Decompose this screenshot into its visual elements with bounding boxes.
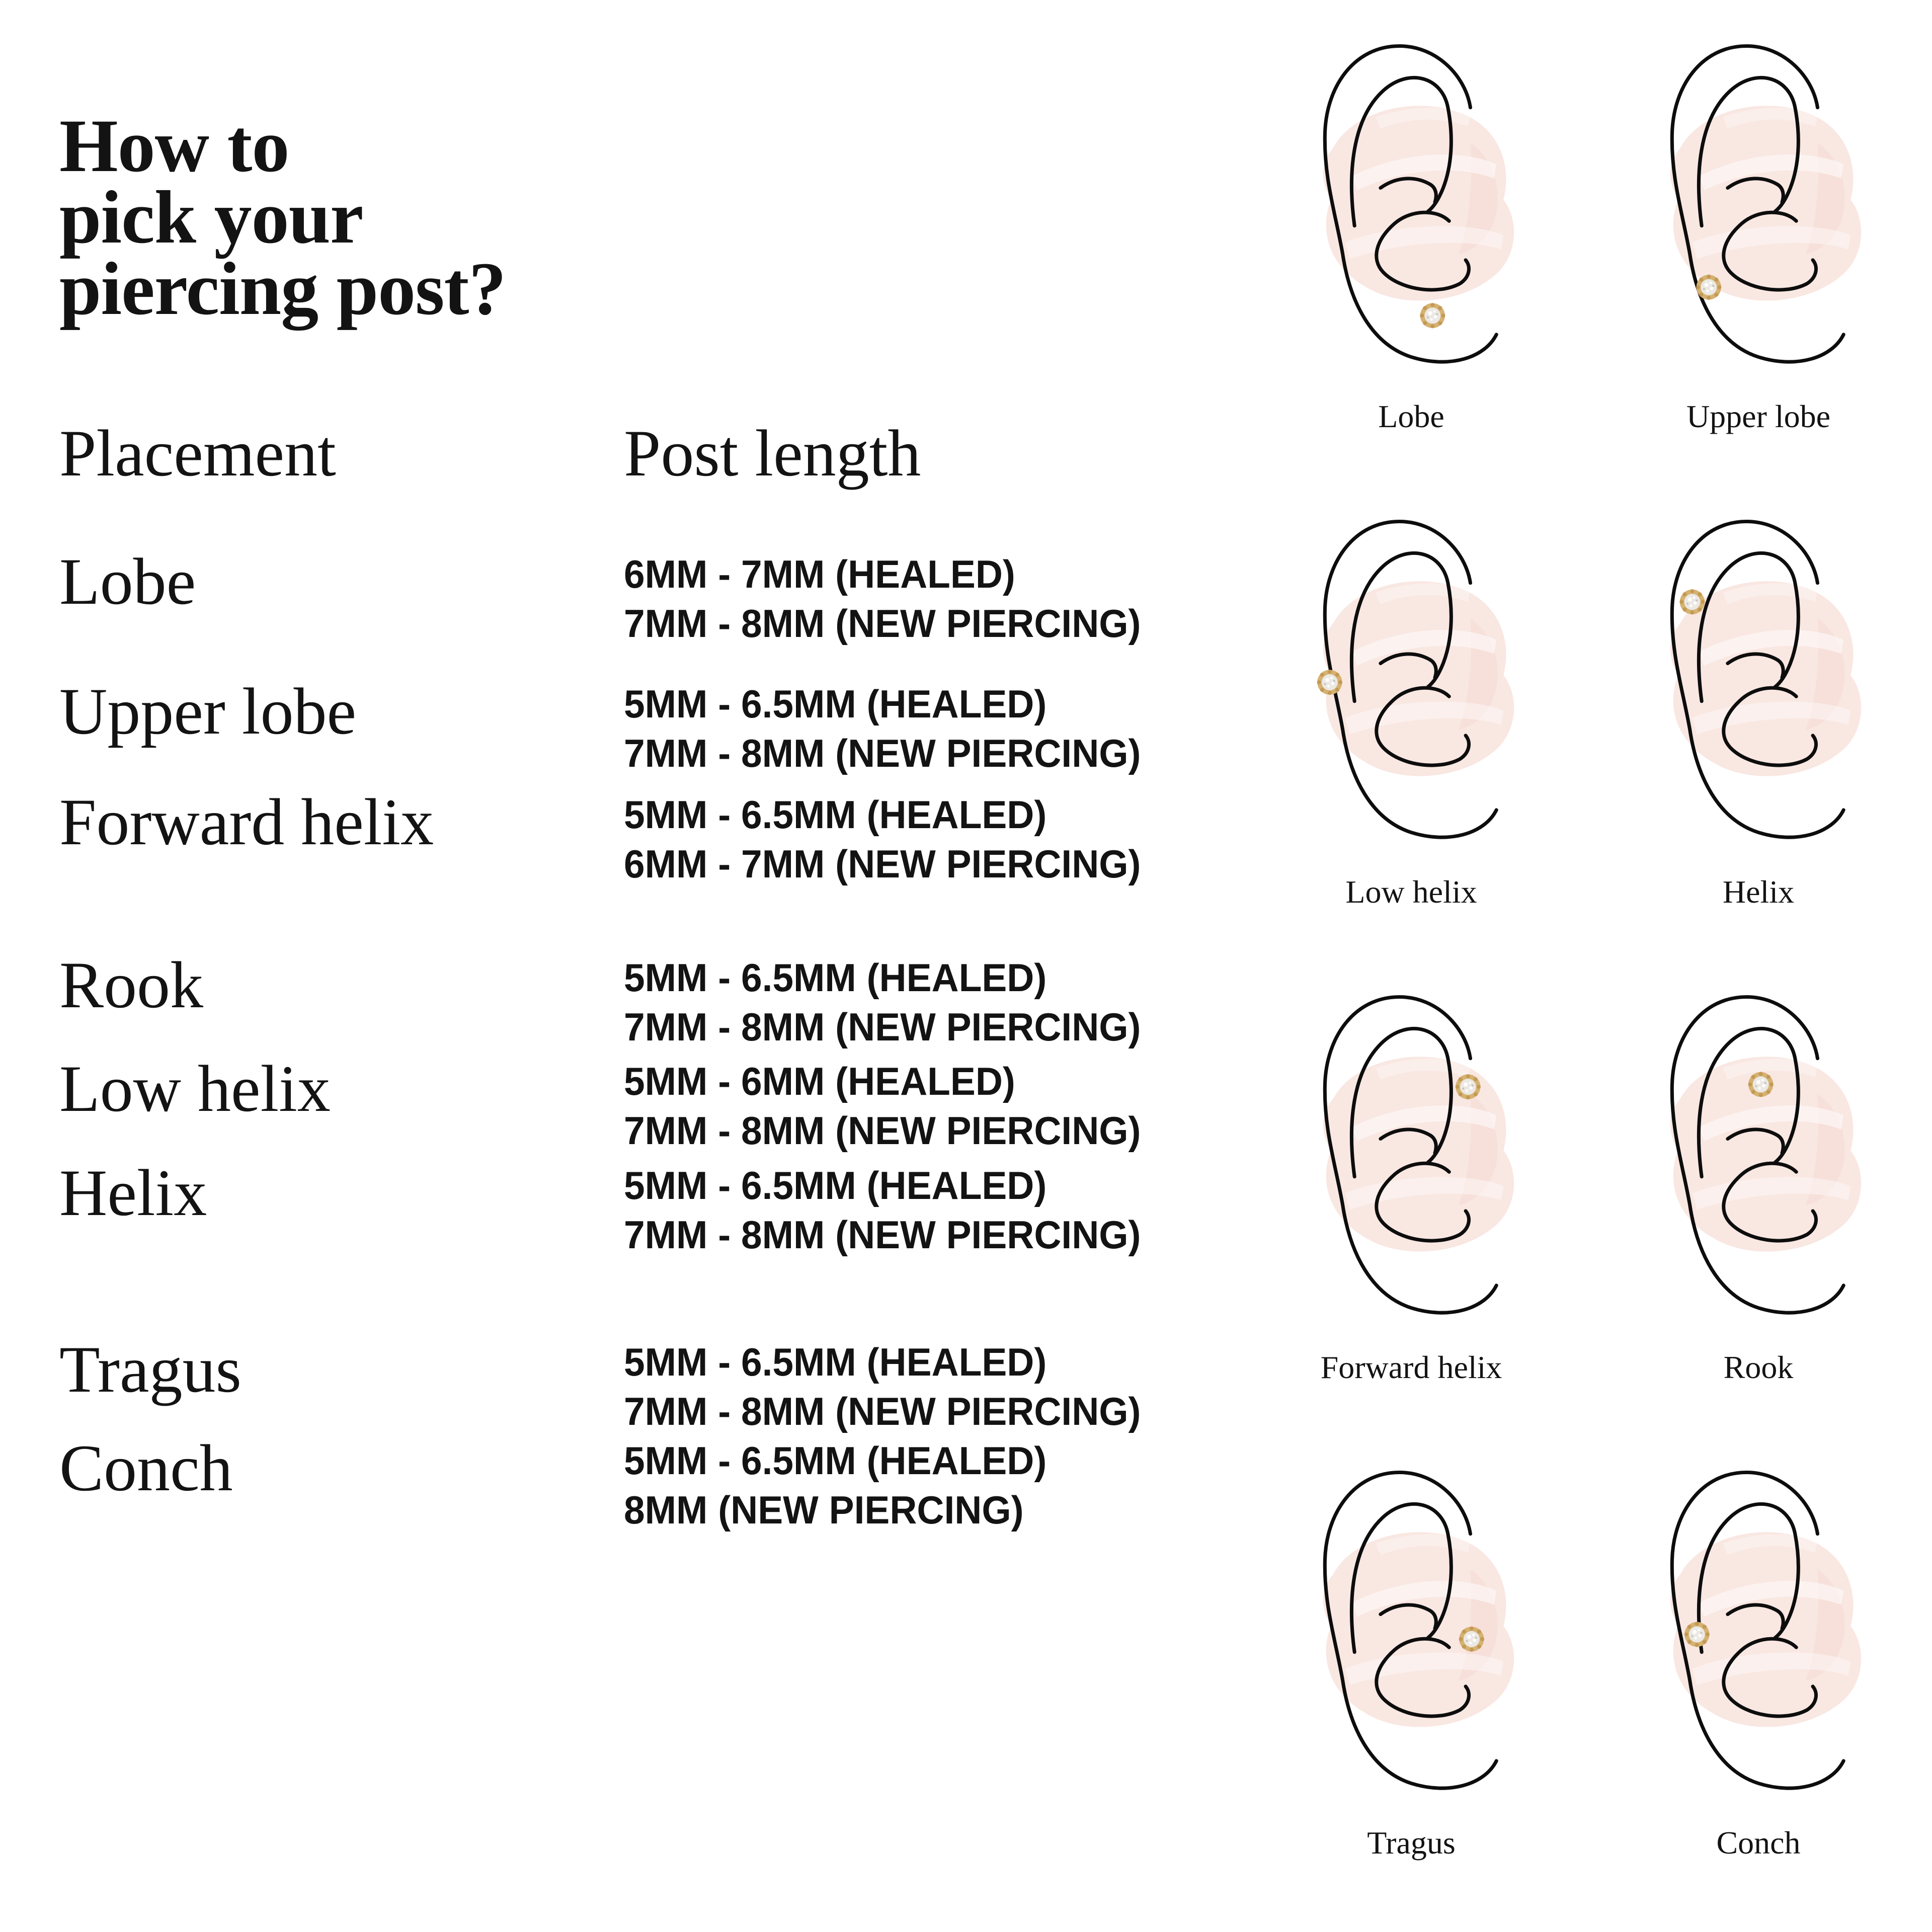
placement-column-header: Placement — [59, 416, 336, 490]
page-title-line: How to — [59, 104, 289, 188]
page-title-line: pick your — [59, 175, 363, 259]
ear-illustration — [1293, 1461, 1530, 1815]
ear-diagram — [1238, 971, 1585, 1446]
ear-label: Conch — [1716, 1825, 1801, 1861]
ear-label: Lobe — [1378, 398, 1444, 434]
post-length-values — [624, 549, 1141, 648]
page-title-line: piercing post? — [59, 247, 506, 331]
post-length-healed: 6MM - 7MM (HEALED) — [624, 552, 1015, 596]
ear-diagram — [1585, 20, 1932, 496]
earring-stud-icon — [1684, 1622, 1710, 1647]
ear-diagram — [1238, 496, 1585, 971]
ear-illustration — [1640, 34, 1877, 389]
post-length-new-piercing: 7MM - 8MM (NEW PIERCING) — [624, 1213, 1141, 1257]
post-length-healed: 5MM - 6.5MM (HEALED) — [624, 1438, 1047, 1483]
earring-stud-icon — [1456, 1074, 1481, 1099]
placement-label: Upper lobe — [59, 674, 357, 748]
ear-diagram — [1585, 971, 1932, 1446]
post-length-new-piercing: 7MM - 8MM (NEW PIERCING) — [624, 601, 1141, 646]
earring-stud-icon — [1696, 275, 1721, 300]
placement-label: Lobe — [59, 544, 196, 618]
post-length-values — [624, 1057, 1141, 1155]
post-length-values — [624, 953, 1141, 1052]
earring-stud-icon — [1459, 1627, 1484, 1652]
ear-diagram — [1238, 1446, 1585, 1922]
post-length-values — [624, 1436, 1046, 1535]
ear-label: Helix — [1722, 874, 1795, 910]
ear-illustration — [1640, 1461, 1877, 1815]
ear-diagram-grid — [1238, 20, 1932, 1922]
ear-illustration — [1640, 510, 1877, 864]
placement-label: Low helix — [59, 1052, 331, 1125]
post-length-healed: 5MM - 6.5MM (HEALED) — [624, 1163, 1047, 1208]
ear-illustration — [1640, 985, 1877, 1340]
ear-label: Forward helix — [1320, 1349, 1502, 1385]
post-length-new-piercing: 6MM - 7MM (NEW PIERCING) — [624, 842, 1141, 886]
post-length-new-piercing: 7MM - 8MM (NEW PIERCING) — [624, 1389, 1141, 1433]
post-length-values — [624, 679, 1141, 778]
ear-diagram — [1238, 20, 1585, 496]
post-length-healed: 5MM - 6MM (HEALED) — [624, 1059, 1015, 1103]
ear-label: Tragus — [1367, 1825, 1456, 1861]
ear-illustration — [1293, 34, 1530, 389]
earring-stud-icon — [1317, 670, 1342, 695]
ear-illustration — [1293, 985, 1530, 1340]
ear-diagram — [1585, 496, 1932, 971]
post-length-values — [624, 790, 1141, 889]
ear-label: Rook — [1723, 1349, 1794, 1385]
placement-label: Rook — [59, 948, 204, 1022]
placement-label: Tragus — [59, 1332, 242, 1406]
earring-stud-icon — [1420, 303, 1445, 328]
post-length-values — [624, 1161, 1141, 1259]
post-length-new-piercing: 8MM (NEW PIERCING) — [624, 1488, 1024, 1532]
post-length-values — [624, 1337, 1141, 1436]
post-length-new-piercing: 7MM - 8MM (NEW PIERCING) — [624, 1005, 1141, 1049]
post-length-new-piercing: 7MM - 8MM (NEW PIERCING) — [624, 731, 1141, 775]
placement-label: Forward helix — [59, 785, 434, 859]
earring-stud-icon — [1679, 589, 1705, 614]
ear-label: Upper lobe — [1686, 398, 1831, 434]
earring-stud-icon — [1748, 1072, 1774, 1097]
ear-illustration — [1293, 510, 1530, 864]
post-length-healed: 5MM - 6.5MM (HEALED) — [624, 792, 1047, 837]
post-length-healed: 5MM - 6.5MM (HEALED) — [624, 1340, 1047, 1384]
placement-label: Conch — [59, 1431, 233, 1505]
ear-diagram — [1585, 1446, 1932, 1922]
post-length-new-piercing: 7MM - 8MM (NEW PIERCING) — [624, 1108, 1141, 1153]
placement-label: Helix — [59, 1156, 207, 1230]
post-length-healed: 5MM - 6.5MM (HEALED) — [624, 682, 1047, 726]
post-length-healed: 5MM - 6.5MM (HEALED) — [624, 955, 1047, 1000]
ear-label: Low helix — [1345, 874, 1477, 910]
post-length-column-header: Post length — [624, 416, 921, 490]
